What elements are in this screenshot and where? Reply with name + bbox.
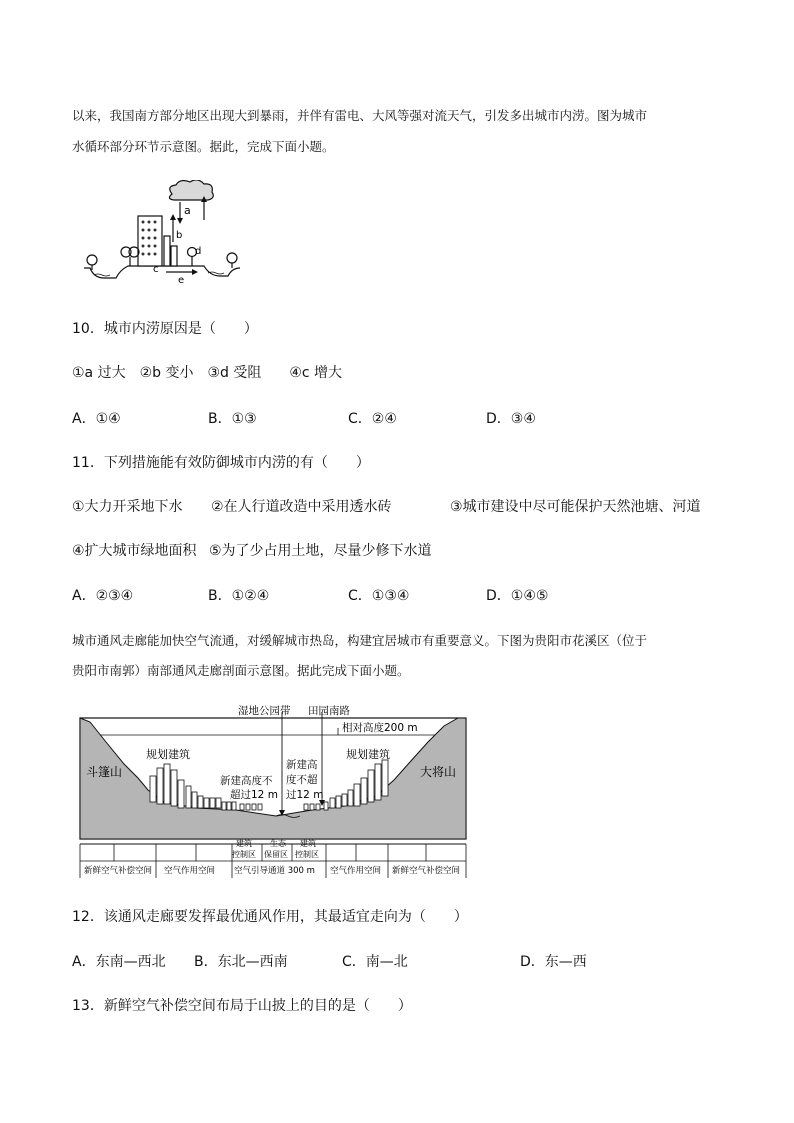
- space-air-guide-channel: 空气引导通道 300 m: [234, 866, 315, 876]
- q11-item-3: ③城市建设中尽可能保护天然池塘、河道: [450, 499, 701, 515]
- space-air-action-left: 空气作用空间: [164, 866, 216, 876]
- zone-build-control-a-1: 建筑: [236, 839, 252, 848]
- q11-item-1: ①大力开采地下水: [72, 499, 183, 515]
- height-limit-right-1: 新建高: [286, 759, 318, 771]
- q13-stem: 13．新鲜空气补偿空间布局于山披上的目的是（ ）: [72, 998, 412, 1014]
- height-limit-left-2: 超过12 m: [230, 789, 278, 801]
- space-fresh-air-right: 新鲜空气补偿空间: [392, 866, 461, 876]
- height-limit-right-2: 度不超: [286, 774, 318, 786]
- q12-option-b[interactable]: B．东北—西南: [194, 954, 288, 970]
- label-a: a: [184, 204, 191, 217]
- q10-items: ①a 过大 ②b 变小 ③d 受阻 ④c 增大: [72, 365, 343, 381]
- passage2-line1: 城市通风走廊能加快空气流通，对缓解城市热岛，构建宜居城市有重要意义。下图为贵阳市花溪区（位于: [72, 633, 648, 648]
- label-b: b: [176, 230, 183, 241]
- label-e: e: [178, 275, 185, 285]
- q12-stem: 12．该通风走廊要发挥最优通风作用，其最适宜走向为（ ）: [72, 909, 468, 925]
- q12-option-c[interactable]: C．南—北: [342, 954, 408, 970]
- planned-buildings-right: 规划建筑: [346, 748, 390, 761]
- q11-stem: 11．下列措施能有效防御城市内涝的有（ ）: [72, 455, 370, 471]
- mountain-left-label: 斗篷山: [86, 765, 123, 779]
- passage2-line2: 贵阳市南郭）南部通风走廊剖面示意图。据此完成下面小题。: [72, 663, 410, 678]
- space-fresh-air-left: 新鲜空气补偿空间: [84, 866, 153, 876]
- zone-eco-reserve-2: 保留区: [264, 850, 288, 859]
- q11-option-c[interactable]: C．①③④: [348, 588, 410, 604]
- q10-option-c[interactable]: C．②④: [348, 411, 397, 427]
- q12-option-d[interactable]: D．东—西: [520, 954, 587, 970]
- label-c: c: [153, 264, 159, 275]
- q11-item-5: ⑤为了少占用土地，尽量少修下水道: [209, 543, 432, 559]
- q11-item-2: ②在人行道改造中采用透水砖: [211, 499, 392, 515]
- zone-build-control-b-1: 建筑: [300, 839, 316, 848]
- road-label: 田园南路: [308, 705, 350, 717]
- planned-buildings-left: 规划建筑: [146, 748, 190, 761]
- q10-option-b[interactable]: B．①③: [208, 411, 257, 427]
- q10-option-d[interactable]: D．③④: [486, 411, 536, 427]
- height-limit-right-3: 过12 m: [286, 789, 324, 801]
- passage1-line2: 水循环部分环节示意图。据此，完成下面小题。: [72, 139, 335, 154]
- q11-item-4: ④扩大城市绿地面积: [72, 543, 197, 559]
- space-air-action-right: 空气作用空间: [330, 866, 382, 876]
- zone-build-control-b-2: 控制区: [295, 850, 319, 859]
- zone-build-control-a-2: 控制区: [232, 850, 256, 859]
- q12-option-a[interactable]: A．东南—西北: [72, 954, 166, 970]
- relative-height-label: 相对高度200 m: [342, 722, 418, 734]
- height-limit-left-1: 新建高度不: [220, 775, 273, 787]
- q10-option-a[interactable]: A．①④: [72, 411, 121, 427]
- ventilation-corridor-figure: [76, 698, 470, 880]
- q11-option-b[interactable]: B．①②④: [208, 588, 270, 604]
- wetland-label: 湿地公园带: [238, 705, 291, 717]
- q10-stem: 10．城市内涝原因是（ ）: [72, 321, 258, 337]
- zone-eco-reserve-1: 生态: [270, 839, 286, 848]
- urban-water-cycle-figure: [80, 180, 250, 285]
- passage1-line1: 以来，我国南方部分地区出现大到暴雨，并伴有雷电、大风等强对流天气，引发多出城市内涝。图为城市: [72, 108, 648, 123]
- label-d: d: [195, 246, 202, 257]
- mountain-right-label: 大将山: [420, 765, 457, 779]
- q11-option-d[interactable]: D．①④⑤: [486, 588, 549, 604]
- q11-option-a[interactable]: A．②③④: [72, 588, 134, 604]
